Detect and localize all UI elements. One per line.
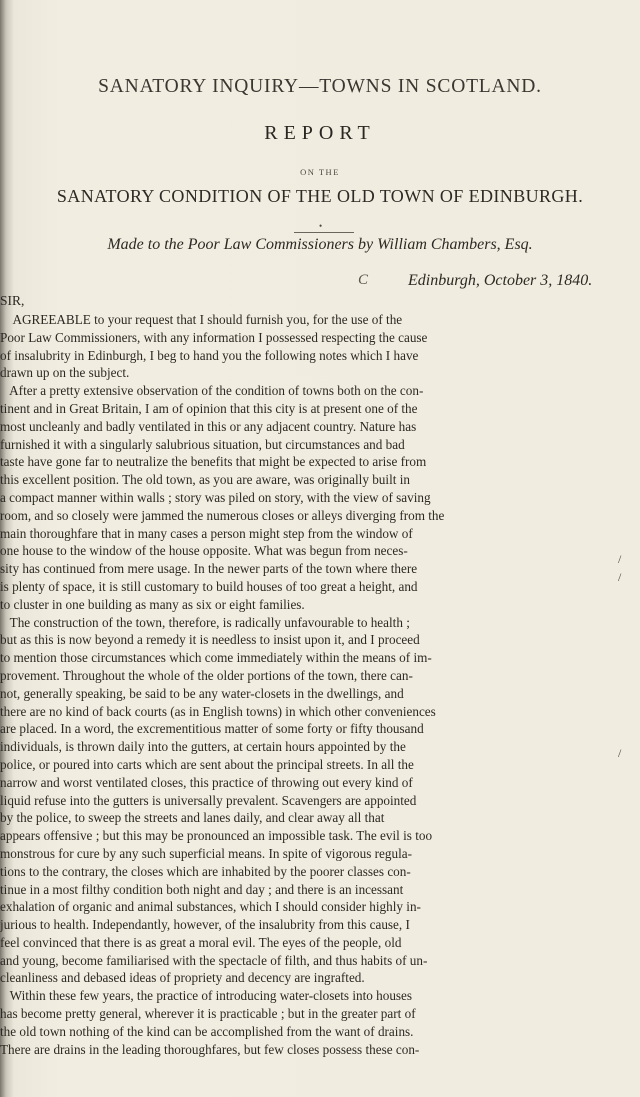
body-line: by the police, to sweep the streets and lanes daily, and clear away all that xyxy=(0,810,385,826)
pencil-mark: C xyxy=(358,272,369,288)
body-line: has become pretty general, wherever it is practicable ; but in the greater part of xyxy=(0,1006,416,1022)
body-line: drawn up on the subject. xyxy=(0,365,130,381)
body-line: to cluster in one building as many as six or eight families. xyxy=(0,596,305,612)
body-line: jurious to health. Independantly, however, of the insalubrity from this cause, I xyxy=(0,917,410,933)
title-divider xyxy=(294,232,354,233)
body-line: most uncleanly and badly ventilated in this or any adjacent country. Nature has xyxy=(0,418,417,434)
made-to-line: Made to the Poor Law Commissioners by William Chambers, Esq. xyxy=(107,236,533,253)
body-line: Poor Law Commissioners, with any information I possessed respecting the cause xyxy=(0,329,428,345)
body-line: there are no kind of back courts (as in English towns) in which other conveniences xyxy=(0,703,436,719)
body-line: tions to the contrary, the closes which are inhabited by the poorer classes con- xyxy=(0,863,411,879)
body-line: After a pretty extensive observation of the condition of towns both on the con- xyxy=(0,383,424,399)
body-line: room, and so closely were jammed the numerous closes or alleys diverging from the xyxy=(0,507,445,523)
body-line: tinue in a most filthy condition both night and day ; and there is an incessant xyxy=(0,881,404,897)
body-line: The construction of the town, therefore, is radically unfavourable to health ; xyxy=(0,614,410,630)
body-line: police, or poured into carts which are sent about the principal streets. In all the xyxy=(0,756,414,772)
body-line: to mention those circumstances which come immediately within the means of im- xyxy=(0,650,432,666)
body-line: is plenty of space, it is still customary to build houses of too great a height, and xyxy=(0,578,418,594)
dateline: Edinburgh, October 3, 1840. xyxy=(408,272,593,289)
body-line: this excellent position. The old town, as you are aware, was originally built in xyxy=(0,472,410,488)
rule-ornament: • xyxy=(319,221,323,231)
body-line: cleanliness and debased ideas of propriety and decency are ingrafted. xyxy=(0,970,365,986)
body-line: provement. Throughout the whole of the older portions of the town, there can- xyxy=(0,667,413,683)
body-line: liquid refuse into the gutters is universally prevalent. Scavengers are appointed xyxy=(0,792,417,808)
body-line: appears offensive ; but this may be pronounced an impossible task. The evil is too xyxy=(0,828,433,844)
body-line: the old town nothing of the kind can be accomplished from the want of drains. xyxy=(0,1023,414,1039)
salutation: SIR, xyxy=(0,293,25,308)
body-line: narrow and worst ventilated closes, this practice of throwing out every kind of xyxy=(0,774,413,790)
body-line: one house to the window of the house opposite. What was begun from neces- xyxy=(0,543,408,559)
body-line: of insalubrity in Edinburgh, I beg to hand you the following notes which I have xyxy=(0,347,419,363)
report-body xyxy=(0,311,628,1058)
body-line: are placed. In a word, the excrementitious matter of some forty or fifty thousand xyxy=(0,721,424,737)
margin-mark: / xyxy=(618,552,622,566)
on-the-label: ON THE xyxy=(300,167,340,177)
margin-mark: / xyxy=(618,570,622,584)
body-line: There are drains in the leading thoroughfares, but few closes possess these con- xyxy=(0,1041,420,1057)
body-line: individuals, is thrown daily into the gutters, at certain hours appointed by the xyxy=(0,739,406,755)
body-line: a compact manner within walls ; story was piled on story, with the view of saving xyxy=(0,489,431,505)
body-line: tinent and in Great Britain, I am of opinion that this city is at present one of the xyxy=(0,400,418,416)
body-line: not, generally speaking, be said to be any water-closets in the dwellings, and xyxy=(0,685,404,701)
body-line: taste have gone far to neutralize the benefits that might be expected to arise from xyxy=(0,454,427,470)
report-subject: SANATORY CONDITION OF THE OLD TOWN OF EDINBURGH. xyxy=(56,186,584,206)
body-line: AGREEABLE to your request that I should furnish you, for the use of the xyxy=(0,312,403,327)
report-title: REPORT xyxy=(264,122,376,144)
body-line: sity has continued from mere usage. In the newer parts of the town where there xyxy=(0,561,418,577)
running-head: SANATORY INQUIRY—TOWNS IN SCOTLAND. xyxy=(98,76,542,97)
body-line: exhalation of organic and animal substances, which I should consider highly in- xyxy=(0,899,421,915)
body-line: but as this is now beyond a remedy it is needless to insist upon it, and I proceed xyxy=(0,632,420,648)
margin-mark: / xyxy=(618,746,622,760)
body-line: furnished it with a singularly salubrious situation, but circumstances and bad xyxy=(0,436,405,452)
body-line: Within these few years, the practice of introducing water-closets into houses xyxy=(0,988,413,1004)
body-line: feel convinced that there is as great a moral evil. The eyes of the people, old xyxy=(0,934,402,950)
body-line: monstrous for cure by any such superficial means. In spite of vigorous regula- xyxy=(0,845,412,861)
body-line: and young, become familiarised with the spectacle of filth, and thus habits of un- xyxy=(0,952,428,968)
body-line: main thoroughfare that in many cases a person might step from the window of xyxy=(0,525,413,541)
